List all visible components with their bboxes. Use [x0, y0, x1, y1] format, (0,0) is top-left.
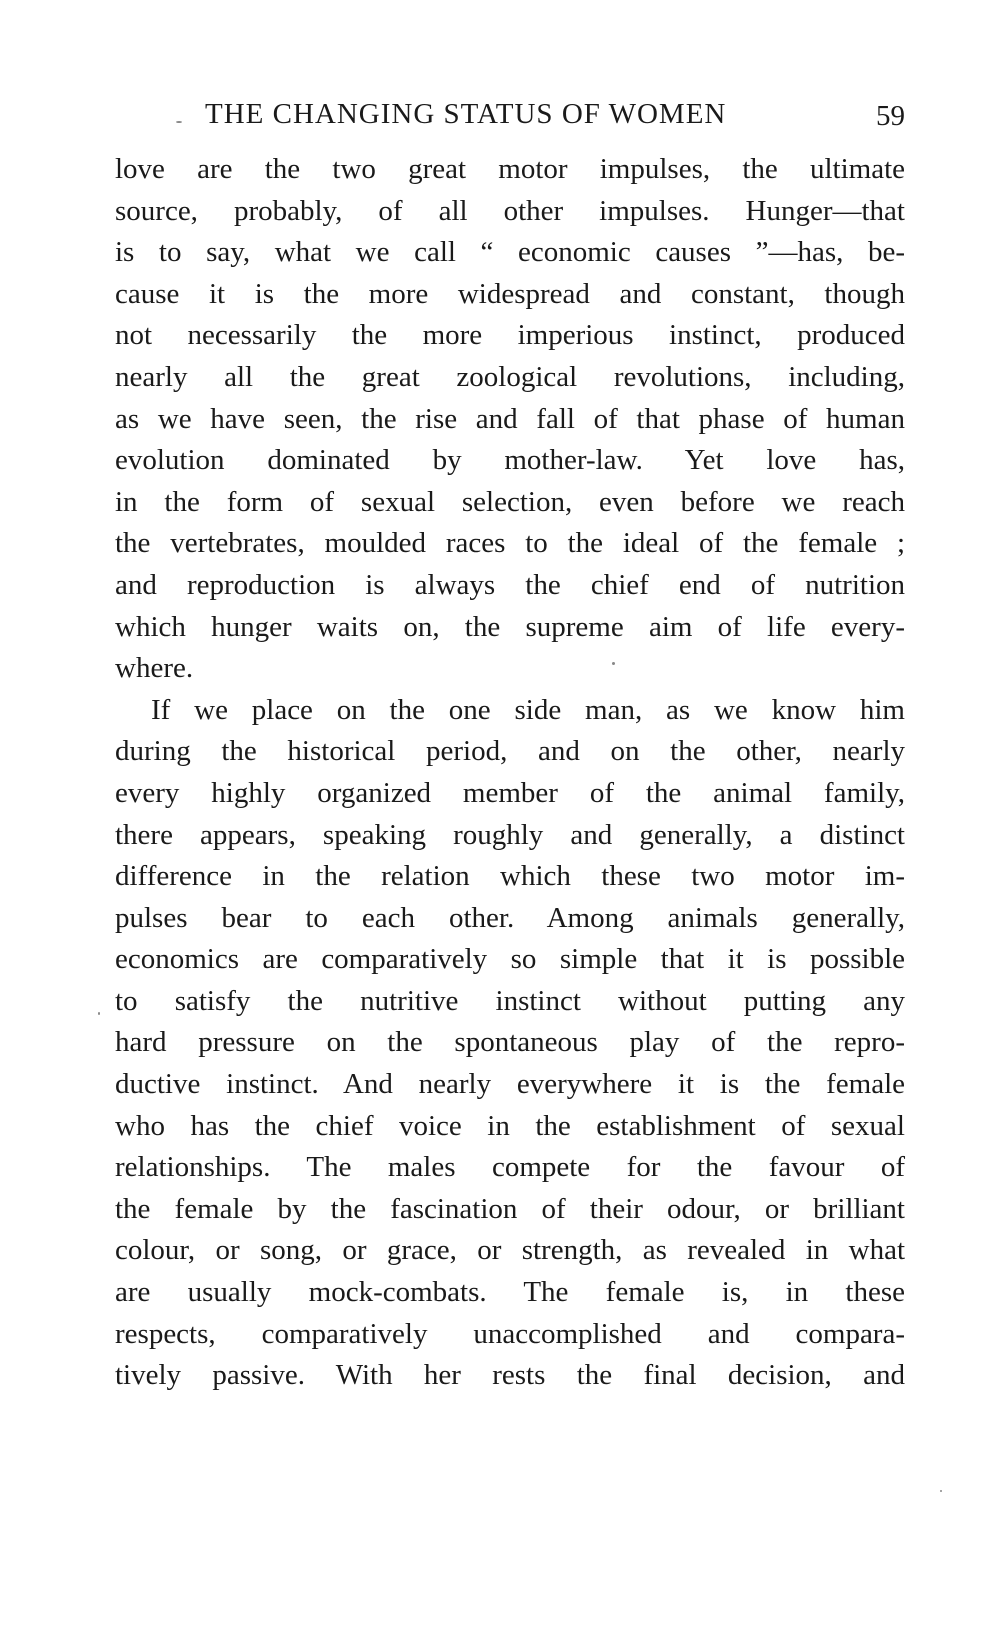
- text-line: which hunger waits on, the supreme aim of life every-: [115, 610, 905, 643]
- text-line: as we have seen, the rise and fall of that phase of human: [115, 402, 905, 435]
- text-line: respects, comparatively unaccomplished and compara-: [115, 1317, 905, 1350]
- body-text: [115, 149, 905, 1397]
- text-line: love are the two great motor impulses, the ultimate: [115, 153, 905, 185]
- text-line: ductive instinct. And nearly everywhere it is the female: [115, 1068, 905, 1101]
- text-line: pulses bear to each other. Among animals generally,: [115, 901, 905, 934]
- text-line: to satisfy the nutritive instinct without putting any: [115, 984, 905, 1017]
- scan-speck: [98, 1012, 100, 1015]
- text-line: economics are comparatively so simple that it is possible: [115, 943, 905, 976]
- scan-speck: [940, 1490, 942, 1492]
- text-line: in the form of sexual selection, even before we reach: [115, 485, 905, 518]
- running-header: [115, 98, 905, 138]
- page-number: 59: [876, 100, 905, 132]
- text-line: hard pressure on the spontaneous play of the repro-: [115, 1026, 905, 1059]
- paragraph-2: [115, 690, 905, 1397]
- text-line: during the historical period, and on the other, nearly: [115, 735, 905, 768]
- text-line: evolution dominated by mother-law. Yet love has,: [115, 444, 905, 477]
- text-line: and reproduction is always the chief end of nutrition: [115, 568, 905, 601]
- text-line: there appears, speaking roughly and generally, a distinct: [115, 818, 905, 851]
- text-line: relationships. The males compete for the favour of: [115, 1151, 905, 1184]
- scan-speck: [176, 121, 182, 123]
- text-line: colour, or song, or grace, or strength, as revealed in what: [115, 1234, 905, 1267]
- text-line: nearly all the great zoological revolutions, including,: [115, 360, 905, 393]
- text-line: cause it is the more widespread and constant, though: [115, 277, 905, 310]
- text-line: every highly organized member of the animal family,: [115, 776, 905, 809]
- text-line: difference in the relation which these two motor im-: [115, 860, 905, 893]
- text-line: where.: [115, 652, 194, 685]
- text-line: If we place on the one side man, as we know him: [151, 693, 905, 726]
- running-title: THE CHANGING STATUS OF WOMEN: [205, 98, 727, 130]
- text-line: are usually mock-combats. The female is, in these: [115, 1276, 905, 1309]
- paragraph-1: [115, 149, 905, 690]
- text-line: the vertebrates, moulded races to the ideal of the female ;: [115, 527, 905, 560]
- text-line: the female by the fascination of their odour, or brilliant: [115, 1192, 905, 1225]
- text-line: is to say, what we call “ economic causes ”—has, be-: [115, 236, 905, 269]
- text-line: who has the chief voice in the establishment of sexual: [115, 1109, 905, 1142]
- text-line: source, probably, of all other impulses. Hunger—that: [115, 194, 905, 227]
- text-line: not necessarily the more imperious instinct, produced: [115, 319, 905, 352]
- text-line: tively passive. With her rests the final decision, and: [115, 1359, 905, 1392]
- scan-speck: [612, 662, 615, 665]
